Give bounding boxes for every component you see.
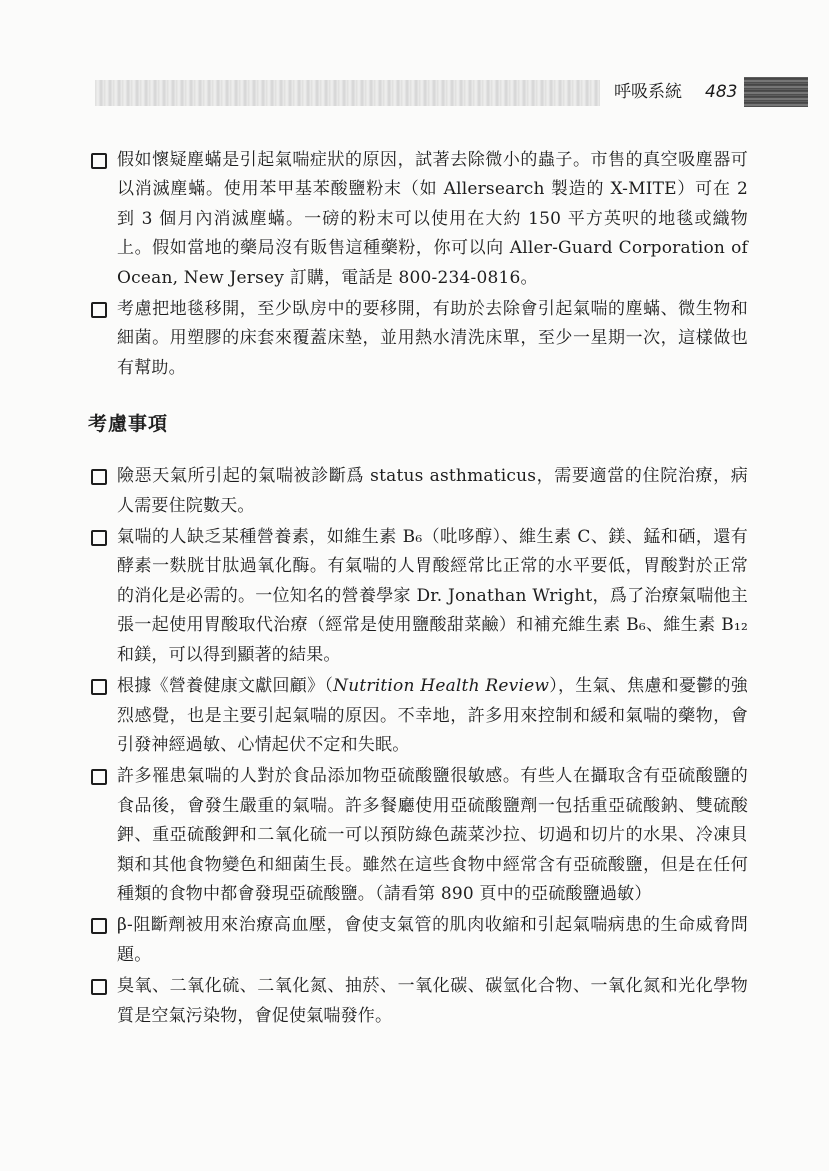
page-number: 483	[705, 82, 738, 102]
bullet-item-sulfites	[88, 762, 748, 909]
bullet-item-text: 假如懷疑塵蟎是引起氣喘症狀的原因，試著去除微小的蟲子。市售的真空吸塵器可以消滅塵蟎。使用苯甲基苯酸鹽粉末（如 Allersearch 製造的 X-MITE）可在 2 到 3 個月內消滅塵蟎。一磅的粉末可以使用在大約 150 平方英呎的地毯或織物上。假如當地的藥局沒有販售這種藥粉，你可以向 Aller-Guard Corporation of Ocean, New Jersey 訂購，電話是 800-234-0816。	[117, 150, 748, 288]
checkbox-icon	[91, 979, 107, 995]
bullet-item-text: 氣喘的人缺乏某種營養素，如維生素 B₆（吡哆醇）、維生素 C、鎂、錳和硒，還有酵素一麩胱甘肽過氧化酶。有氣喘的人胃酸經常比正常的水平要低，胃酸對於正常的消化是必需的。一位知名的營養學家 Dr. Jonathan Wright，爲了治療氣喘他主張一起使用胃酸取代治療（經常是使用鹽酸甜菜鹼）和補充維生素 B₆、維生素 B₁₂ 和鎂，可以得到顯著的結果。	[117, 527, 748, 665]
bullet-item-text: β-阻斷劑被用來治療高血壓，會使支氣管的肌肉收縮和引起氣喘病患的生命威脅問題。	[117, 915, 748, 965]
checkbox-icon	[91, 918, 107, 934]
journal-title: Nutrition Health Review	[333, 676, 550, 697]
bullet-item-emotions	[88, 672, 748, 760]
bullet-item-text: 險惡天氣所引起的氣喘被診斷爲 status asthmaticus，需要適當的住院治療，病人需要住院數天。	[117, 466, 748, 516]
bullet-item-status-asthmaticus	[88, 462, 748, 521]
bullet-item-beta-blockers	[88, 911, 748, 970]
thumb-index-tab	[744, 77, 808, 107]
checkbox-icon	[91, 153, 107, 169]
running-header-section-title: 呼吸系統	[614, 82, 682, 102]
bullet-item-text-after: ），生氣、焦慮和憂鬱的強烈感覺，也是主要引起氣喘的原因。不幸地，許多用來控制和緩和氣喘的藥物，會引發神經過敏、心情起伏不定和失眠。	[117, 676, 748, 755]
checkbox-icon	[91, 769, 107, 785]
bullet-item-dust-mites	[88, 146, 748, 293]
bullet-item-text-before: 根據《營養健康文獻回顧》（	[117, 676, 334, 697]
checkbox-icon	[91, 469, 107, 485]
bullet-item-nutrient-deficiency	[88, 523, 748, 670]
section-heading-considerations: 考慮事項	[88, 413, 169, 436]
bullet-item-text: 考慮把地毯移開，至少臥房中的要移開，有助於去除會引起氣喘的塵蟎、微生物和細菌。用塑膠的床套來覆蓋床墊，並用熱水清洗床單，至少一星期一次，這樣做也有幫助。	[117, 299, 748, 378]
checkbox-icon	[91, 679, 107, 695]
page-body	[88, 146, 748, 1031]
checkbox-icon	[91, 302, 107, 318]
bullet-item-air-pollutants	[88, 972, 748, 1031]
header-decorative-bar	[95, 80, 600, 106]
checkbox-icon	[91, 530, 107, 546]
bullet-item-text: 臭氧、二氧化硫、二氧化氮、抽菸、一氧化碳、碳氫化合物、一氧化氮和光化學物質是空氣污染物，會促使氣喘發作。	[117, 976, 748, 1026]
bullet-item-remove-carpet	[88, 295, 748, 383]
bullet-item-text: 許多罹患氣喘的人對於食品添加物亞硫酸鹽很敏感。有些人在攝取含有亞硫酸鹽的食品後，會發生嚴重的氣喘。許多餐廳使用亞硫酸鹽劑一包括重亞硫酸鈉、雙硫酸鉀、重亞硫酸鉀和二氧化硫一可以預防綠色蔬菜沙拉、切過和切片的水果、冷凍貝類和其他食物變色和細菌生長。雖然在這些食物中經常含有亞硫酸鹽，但是在任何種類的食物中都會發現亞硫酸鹽。（請看第 890 頁中的亞硫酸鹽過敏）	[117, 766, 748, 904]
